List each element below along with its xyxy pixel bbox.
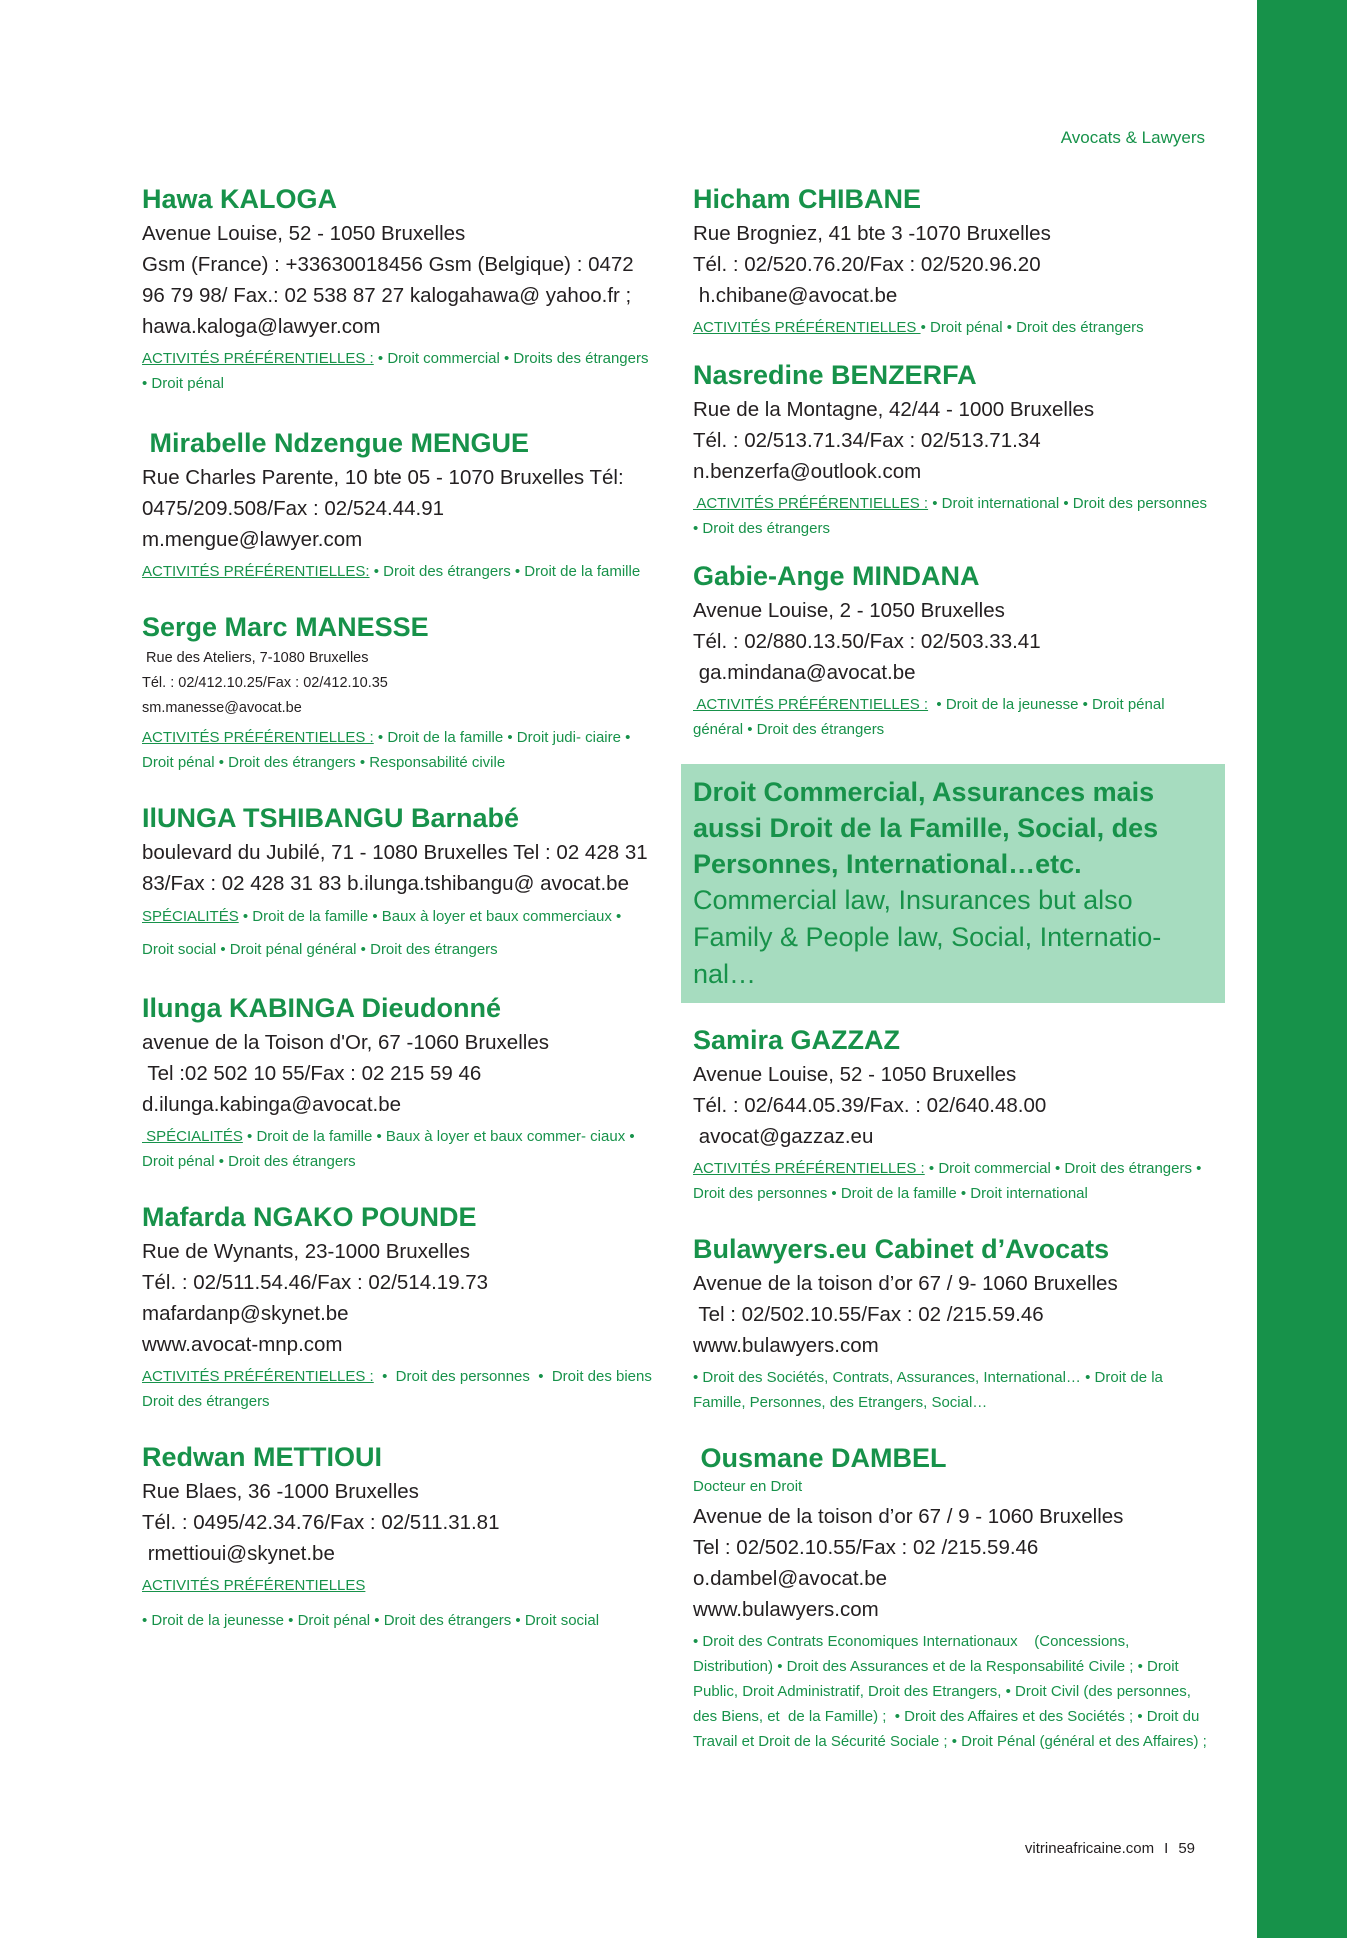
activities-label: ACTIVITÉS PRÉFÉRENTIELLES : <box>693 696 929 713</box>
phone-fax: Tél. : 02/412.10.25/Fax : 02/412.10.35 <box>142 675 388 691</box>
phone-fax: Tel : 02/502.10.55/Fax : 02 /215.59.46 <box>693 1536 1039 1559</box>
activities-label: ACTIVITÉS PRÉFÉRENTIELLES : <box>142 350 374 367</box>
activities-label: ACTIVITÉS PRÉFÉRENTIELLES : <box>142 729 374 746</box>
address: Rue de la Montagne, 42/44 - 1000 Bruxelles <box>693 398 1095 421</box>
activities-list: • Droit commercial • Droit des étrangers • Droit des personnes • Droit de la famille • Droit international <box>693 1160 1202 1202</box>
footer-site: vitrineafricaine.com <box>1024 1840 1155 1857</box>
activities-list: • Droit des personnes • Droit des biens Droit des étrangers <box>142 1368 657 1410</box>
activities-list: • Droit des étrangers • Droit de la famille <box>369 563 641 580</box>
activities-label-line <box>142 1573 652 1598</box>
lawyer-name: Samira GAZZAZ <box>693 1025 901 1055</box>
address: Avenue de la toison d’or 67 / 9 - 1060 Bruxelles <box>693 1505 1124 1528</box>
lawyer-entry-kaloga <box>142 182 652 396</box>
activities-label: ACTIVITÉS PRÉFÉRENTIELLES <box>142 1577 366 1594</box>
activities-label: ACTIVITÉS PRÉFÉRENTIELLES <box>693 319 921 336</box>
email: avocat@gazzaz.eu <box>693 1125 874 1148</box>
lawyer-entry-manesse <box>142 610 652 775</box>
activities-list: • Droit commercial • Droits des étrangers • Droit pénal <box>142 350 649 392</box>
lawyer-entry-chibane <box>693 182 1213 340</box>
highlight-french: Droit Commercial, Assurances mais aussi Droit de la Famille, Social, des Personnes, International…etc. <box>693 777 1159 879</box>
activities-label: ACTIVITÉS PRÉFÉRENTIELLES : <box>693 1160 925 1177</box>
email: sm.manesse@avocat.be <box>142 700 302 716</box>
activities <box>693 692 1213 742</box>
phone-fax: Tel : 02/502.10.55/Fax : 02 /215.59.46 <box>693 1303 1044 1326</box>
activities <box>693 315 1213 340</box>
lawyer-entry-bulawyers <box>693 1232 1213 1415</box>
address: Rue Blaes, 36 -1000 Bruxelles <box>142 1480 419 1503</box>
page-number: 59 <box>1178 1840 1195 1857</box>
address: Avenue Louise, 2 - 1050 Bruxelles <box>693 599 1005 622</box>
lawyer-entry-tshibangu <box>142 801 652 965</box>
address: Avenue Louise, 52 - 1050 Bruxelles <box>142 222 466 245</box>
activities-label: ACTIVITÉS PRÉFÉRENTIELLES: <box>142 563 370 580</box>
lawyer-entry-gazzaz <box>693 1023 1213 1206</box>
footer-separator: I <box>1164 1840 1169 1857</box>
activities <box>693 1156 1213 1206</box>
email: o.dambel@avocat.be <box>693 1567 888 1590</box>
section-tag: Avocats & Lawyers <box>1060 128 1205 147</box>
address: avenue de la Toison d'Or, 67 -1060 Bruxelles <box>142 1031 549 1054</box>
lawyer-name: Serge Marc MANESSE <box>142 612 429 642</box>
highlight-english: Commercial law, Insurances but also Family & People law, Social, Internatio- nal… <box>693 885 1162 989</box>
activities-list: • Droit de la jeunesse • Droit pénal général • Droit des étrangers <box>693 696 1169 738</box>
lawyer-entry-benzerfa <box>693 358 1213 541</box>
lawyer-entry-mindana <box>693 559 1213 742</box>
lawyer-entry-dambel <box>693 1441 1213 1754</box>
activities <box>142 559 652 584</box>
left-column <box>142 182 657 1659</box>
specialties-list: • Droit de la famille • Baux à loyer et baux commerciaux • Droit social • Droit pénal général • Droit des étrangers <box>142 908 622 958</box>
phone-fax: Tél. : 0495/42.34.76/Fax : 02/511.31.81 <box>142 1511 500 1534</box>
practice-areas-highlight <box>681 764 1225 1003</box>
address: Avenue Louise, 52 - 1050 Bruxelles <box>693 1063 1017 1086</box>
activities-list: • Droit de la famille • Baux à loyer et baux commer- ciaux • Droit pénal • Droit des étrangers <box>142 1128 635 1170</box>
specialties <box>142 908 621 958</box>
address: Rue de Wynants, 23-1000 Bruxelles <box>142 1240 470 1263</box>
lawyer-name: Nasredine BENZERFA <box>693 360 977 390</box>
lawyer-entry-mettioui <box>142 1440 652 1633</box>
activities-label: ACTIVITÉS PRÉFÉRENTIELLES : <box>142 1368 374 1385</box>
contact-block <box>142 837 652 965</box>
lawyer-name: Redwan METTIOUI <box>142 1442 383 1472</box>
website: www.bulawyers.com <box>693 1598 879 1621</box>
activities <box>142 346 652 396</box>
email: rmettioui@skynet.be <box>142 1542 335 1565</box>
activities <box>142 725 652 775</box>
activities-label: SPÉCIALITÉS <box>142 1128 243 1145</box>
contact-info: Gsm (France) : +33630018456 Gsm (Belgique) : 0472 96 79 98/ Fax.: 02 538 87 27 kalogahawa@ yahoo.fr ; hawa.kaloga@lawyer.com <box>142 253 634 338</box>
address: Rue Brogniez, 41 bte 3 -1070 Bruxelles <box>693 222 1051 245</box>
lawyer-entry-ngako <box>142 1200 657 1414</box>
email: d.ilunga.kabinga@avocat.be <box>142 1093 402 1116</box>
lawyer-entry-mengue <box>142 426 652 584</box>
phone-fax: Tel :02 502 10 55/Fax : 02 215 59 46 <box>142 1062 482 1085</box>
website: www.bulawyers.com <box>693 1334 879 1357</box>
activities <box>142 1124 652 1174</box>
activities <box>693 491 1213 541</box>
activities-list: • Droit des Sociétés, Contrats, Assurances, International… • Droit de la Famille, Personnes, des Etrangers, Social… <box>693 1369 1163 1411</box>
lawyer-entry-kabinga <box>142 991 652 1174</box>
lawyer-name: Hicham CHIBANE <box>693 184 922 214</box>
lawyer-name: IlUNGA TSHIBANGU Barnabé <box>142 803 520 833</box>
address: Avenue de la toison d’or 67 / 9- 1060 Bruxelles <box>693 1272 1118 1295</box>
email: n.benzerfa@outlook.com <box>693 460 922 483</box>
activities-list: • Droit international • Droit des personnes • Droit des étrangers <box>693 495 1208 537</box>
page-footer <box>1025 1840 1195 1857</box>
email: ga.mindana@avocat.be <box>693 661 916 684</box>
activities-list: • Droit des Contrats Economiques Internationaux (Concessions, Distribution) • Droit des Assurances et de la Responsabilité Civile ; • Droit Public, Droit Administratif, Droit des Etrangers, • Droit Civil (des personnes, des Biens, et de la Famille) ; • Droit des Affaires et des Sociétés ; • Droit du Travail et Droit de la Sécurité Sociale ; • Droit Pénal (général et des Affaires) ; <box>693 1633 1207 1750</box>
lawyer-name: Bulawyers.eu Cabinet d’Avocats <box>693 1234 1110 1264</box>
right-column <box>693 182 1213 1780</box>
side-accent-bar <box>1257 0 1347 1938</box>
activities <box>142 1364 657 1414</box>
specialties-label: SPÉCIALITÉS <box>142 908 239 925</box>
address-contact: boulevard du Jubilé, 71 - 1080 Bruxelles Tel : 02 428 31 83/Fax : 02 428 31 83 b.ilunga.tshibangu@ avocat.be <box>142 841 648 895</box>
phone-fax: Tél. : 02/880.13.50/Fax : 02/503.33.41 <box>693 630 1041 653</box>
activities-label: ACTIVITÉS PRÉFÉRENTIELLES : <box>693 495 929 512</box>
email: m.mengue@lawyer.com <box>142 528 363 551</box>
address: Rue des Ateliers, 7-1080 Bruxelles <box>142 650 369 666</box>
lawyer-name: Ousmane DAMBEL <box>693 1443 947 1473</box>
lawyer-name: Hawa KALOGA <box>142 184 338 214</box>
activities-list: • Droit pénal • Droit des étrangers <box>920 319 1144 336</box>
email: h.chibane@avocat.be <box>693 284 898 307</box>
phone-fax: Tél. : 02/513.71.34/Fax : 02/513.71.34 <box>693 429 1041 452</box>
lawyer-name: Mirabelle Ndzengue MENGUE <box>142 428 530 458</box>
lawyer-name: Ilunga KABINGA Dieudonné <box>142 993 501 1023</box>
phone-fax: Tél. : 02/644.05.39/Fax. : 02/640.48.00 <box>693 1094 1047 1117</box>
email: mafardanp@skynet.be <box>142 1302 349 1325</box>
phone-fax: Tél. : 02/520.76.20/Fax : 02/520.96.20 <box>693 253 1041 276</box>
activities-list: • Droit de la famille • Droit judi- ciaire • Droit pénal • Droit des étrangers • Responsabilité civile <box>142 729 631 771</box>
website: www.avocat-mnp.com <box>142 1333 343 1356</box>
lawyer-title: Docteur en Droit <box>693 1478 803 1495</box>
phone-fax: Tél. : 02/511.54.46/Fax : 02/514.19.73 <box>142 1271 489 1294</box>
activities-list: • Droit de la jeunesse • Droit pénal • Droit des étrangers • Droit social <box>142 1612 600 1629</box>
lawyer-name: Mafarda NGAKO POUNDE <box>142 1202 477 1232</box>
lawyer-name: Gabie-Ange MINDANA <box>693 561 980 591</box>
address: Rue Charles Parente, 10 bte 05 - 1070 Bruxelles Tél: 0475/209.508/Fax : 02/524.44.91 <box>142 466 624 520</box>
